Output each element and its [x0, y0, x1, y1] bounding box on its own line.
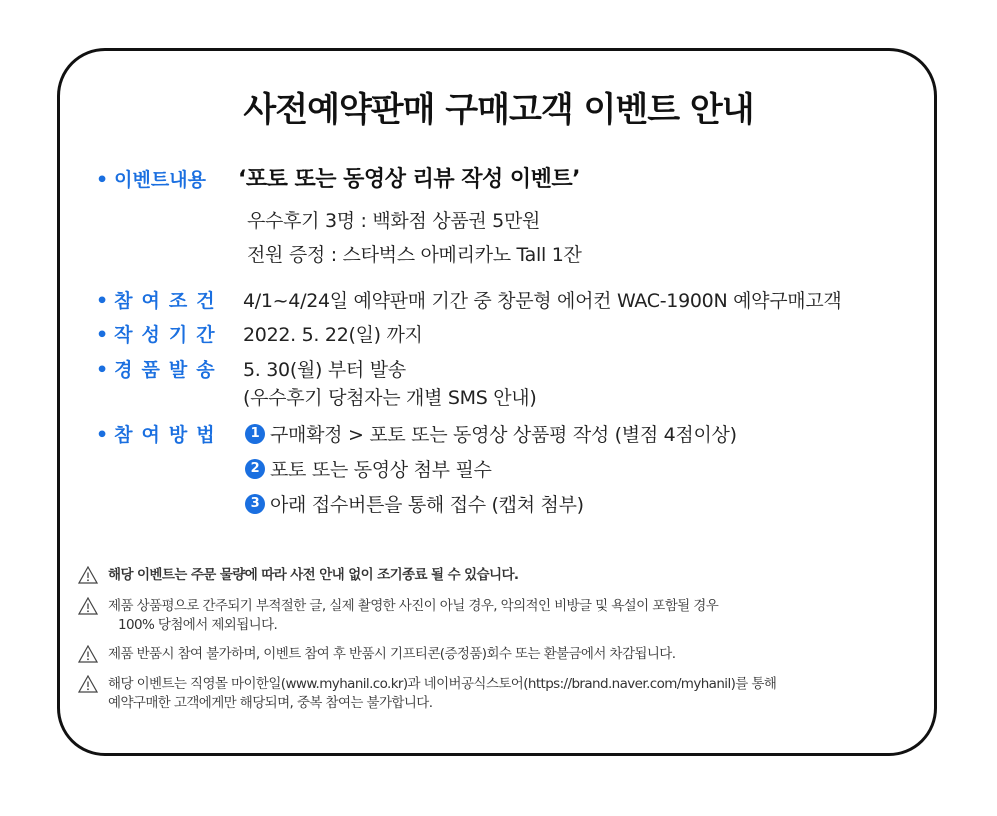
label-condition [96, 286, 224, 313]
label-shipping [96, 355, 224, 382]
period-value: 2022. 5. 22(일) 까지 [243, 324, 423, 346]
notice-text: 해당 이벤트는 주문 물량에 따라 사전 안내 없이 조기종료 될 수 있습니다. [108, 567, 519, 583]
label-condition-text: 참여조건 [114, 290, 224, 312]
label-period-text: 작성기간 [114, 324, 224, 346]
step-number-icon: 1 [245, 424, 265, 444]
shipping-value-2: (우수후기 당첨자는 개별 SMS 안내) [243, 387, 537, 409]
label-event-text: 이벤트내용 [114, 169, 206, 191]
label-period [96, 320, 224, 347]
step-text: 구매확정 > 포토 또는 동영상 상품평 작성 (별점 4점이상) [270, 424, 737, 446]
step-number-icon: 2 [245, 459, 265, 479]
warning-icon [78, 675, 98, 693]
event-headline: ‘포토 또는 동영상 리뷰 작성 이벤트’ [238, 167, 581, 192]
notice-text: 해당 이벤트는 직영몰 마이한일(www.myhanil.co.kr)과 네이버공식스토어(https://brand.naver.com/myhanil)를 통해 [108, 676, 777, 692]
method-step-3 [245, 490, 584, 517]
label-event [96, 165, 206, 192]
label-shipping-text: 경품발송 [114, 359, 224, 381]
label-method-text: 참여방법 [114, 424, 224, 446]
bullet-dot: • [96, 359, 109, 381]
step-text: 아래 접수버튼을 통해 접수 (캡쳐 첨부) [270, 494, 584, 516]
page-title: 사전예약판매 구매고객 이벤트 안내 [243, 90, 754, 130]
notice-text-continued: 예약구매한 고객에게만 해당되며, 중복 참여는 불가합니다. [108, 695, 433, 711]
warning-icon [78, 566, 98, 584]
bullet-dot: • [96, 169, 109, 191]
bullet-dot: • [96, 324, 109, 346]
notice-text: 제품 반품시 참여 불가하며, 이벤트 참여 후 반품시 기프티콘(증정품)회수 또는 환불금에서 차감됩니다. [108, 646, 676, 662]
condition-value: 4/1~4/24일 예약판매 기간 중 창문형 에어컨 WAC-1900N 예약구매고객 [243, 290, 842, 312]
warning-icon [78, 597, 98, 615]
bullet-dot: • [96, 424, 109, 446]
warning-icon [78, 645, 98, 663]
notice-text: 제품 상품평으로 간주되기 부적절한 글, 실제 촬영한 사진이 아닐 경우, 악의적인 비방글 및 욕설이 포함될 경우 [108, 598, 719, 614]
event-prize-line-1: 우수후기 3명 : 백화점 상품권 5만원 [247, 210, 541, 232]
step-text: 포토 또는 동영상 첨부 필수 [270, 459, 492, 481]
notice-text-continued: 100% 당첨에서 제외됩니다. [118, 617, 278, 633]
method-step-1 [245, 420, 737, 447]
method-step-2 [245, 455, 492, 482]
label-method [96, 420, 224, 447]
shipping-value-1: 5. 30(월) 부터 발송 [243, 359, 406, 381]
step-number-icon: 3 [245, 494, 265, 514]
bullet-dot: • [96, 290, 109, 312]
event-prize-line-2: 전원 증정 : 스타벅스 아메리카노 Tall 1잔 [247, 244, 582, 266]
